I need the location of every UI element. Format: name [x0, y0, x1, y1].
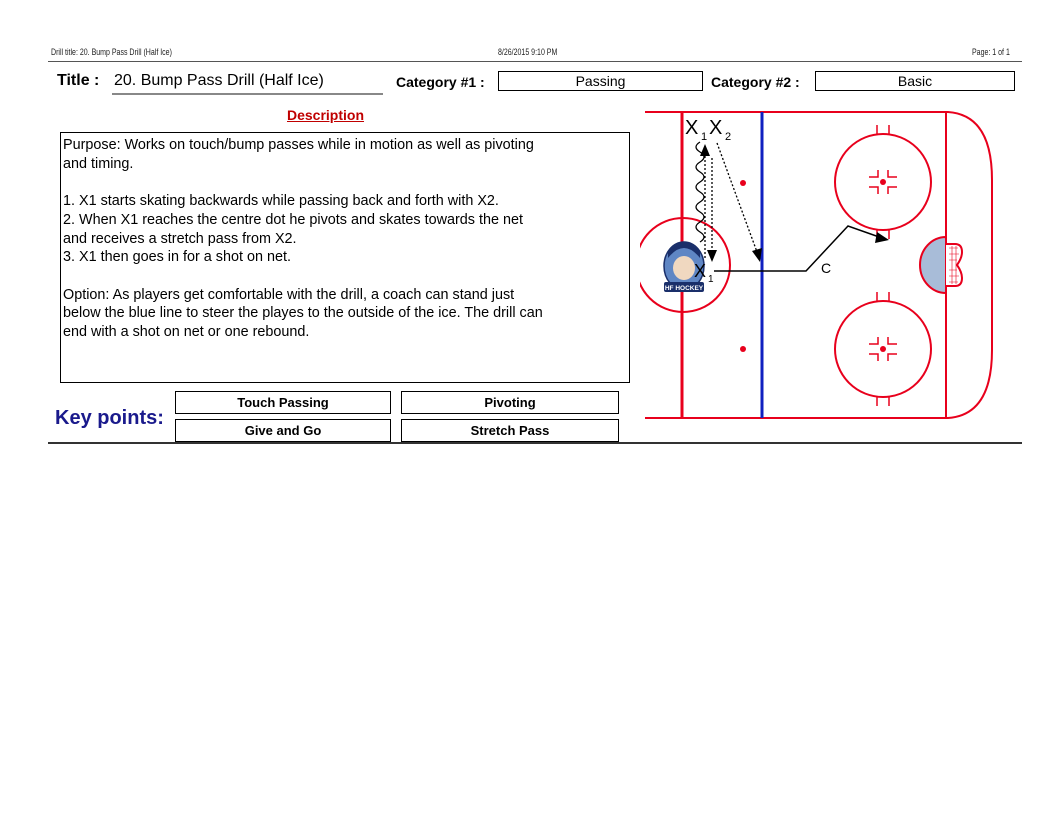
player-x1-subscript: 1 — [701, 131, 708, 143]
player-x1-label: X — [685, 117, 699, 139]
category-1-value: Passing — [498, 71, 703, 91]
description-line: 1. X1 starts skating backwards while passing back and forth with X2. — [63, 193, 499, 210]
key-point-stretch-pass: Stretch Pass — [401, 419, 619, 442]
category-1-label: Category #1 : — [396, 74, 485, 90]
title-label: Title : — [57, 72, 100, 89]
key-point-give-and-go: Give and Go — [175, 419, 391, 442]
player-x2-label: X — [709, 117, 723, 139]
goal-crease — [920, 237, 946, 293]
key-point-touch-passing: Touch Passing — [175, 391, 391, 414]
player-x2-subscript: 2 — [725, 131, 732, 143]
pass-arrowhead — [707, 250, 717, 262]
title-underline — [112, 93, 383, 95]
faceoff-dot — [880, 346, 886, 352]
category-2-value: Basic — [815, 71, 1015, 91]
skate-arrowhead — [875, 232, 889, 243]
header-datetime: 8/26/2015 9:10 PM — [498, 47, 558, 57]
description-line: end with a shot on net or one rebound. — [63, 324, 310, 340]
pass-arrowhead — [700, 144, 710, 156]
description-line: and timing. — [63, 155, 134, 172]
faceoff-dot — [740, 346, 746, 352]
faceoff-dot — [740, 180, 746, 186]
player-x1-end-subscript: 1 — [708, 274, 714, 285]
drill-title: 20. Bump Pass Drill (Half Ice) — [114, 72, 324, 89]
header-drill-title: Drill title: 20. Bump Pass Drill (Half Ice) — [51, 47, 172, 57]
description-spacer — [63, 267, 627, 286]
description-line: and receives a stretch pass from X2. — [63, 230, 297, 247]
skate-to-net-path — [714, 226, 882, 271]
description-box — [60, 132, 630, 383]
description-spacer — [63, 173, 627, 192]
description-line: Option: As players get comfortable with the drill, a coach can stand just — [63, 286, 515, 303]
header-page-number: Page: 1 of 1 — [972, 47, 1010, 57]
category-2-label: Category #2 : — [711, 74, 800, 90]
stretch-pass-line — [717, 143, 757, 252]
bottom-rule — [48, 442, 1022, 444]
player-x1-end-label: X — [694, 261, 707, 281]
logo-text: HF HOCKEY — [664, 285, 704, 292]
key-points-label: Key points: — [55, 407, 164, 429]
description-line: Purpose: Works on touch/bump passes while in motion as well as pivoting — [63, 137, 534, 153]
description-line: below the blue line to steer the playes to the outside of the ice. The drill can — [63, 305, 543, 322]
description-heading: Description — [287, 107, 365, 123]
faceoff-dot — [880, 179, 886, 185]
description-line: 3. X1 then goes in for a shot on net. — [63, 249, 292, 266]
rink-diagram — [640, 108, 1000, 424]
key-point-pivoting: Pivoting — [401, 391, 619, 414]
header-rule — [48, 61, 1022, 62]
coach-label: C — [821, 260, 832, 276]
goal-net — [946, 244, 962, 286]
description-line: 2. When X1 reaches the centre dot he pivots and skates towards the net — [63, 211, 523, 228]
skate-backwards-path — [696, 142, 704, 242]
